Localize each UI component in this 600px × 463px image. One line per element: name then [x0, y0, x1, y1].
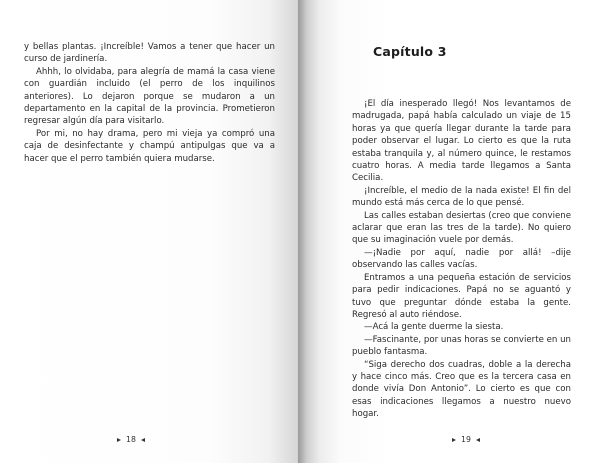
paragraph: y bellas plantas. ¡Increíble! Vamos a tener que hacer un curso de jardinería. — [24, 42, 275, 65]
triangle-left-icon — [476, 438, 480, 442]
right-page-folio — [452, 435, 480, 444]
paragraph: Las calles estaban desiertas (creo que conviene aclarar que eran las tres de la tarde). No quiero que su imaginación vuele por demás. — [352, 210, 571, 246]
paragraph: Por mi, no hay drama, pero mi vieja ya compró una caja de desinfectante y champú antipulgas que va a hacer que el perro también quiera mudarse. — [24, 128, 275, 164]
paragraph: —Acá la gente duerme la siesta. — [364, 322, 504, 333]
paragraph: ¡Increíble, el medio de la nada existe! El fin del mundo está más cerca de lo que pensé. — [352, 185, 571, 209]
left-page-text — [24, 41, 275, 165]
left-page-folio — [117, 435, 145, 444]
page-number: 18 — [126, 435, 136, 444]
paragraph: ¡El día inesperado llegó! Nos levantamos de madrugada, papá había calculado un viaje de 15 horas ya que quería llegar durante la tarde para poder observar el lugar. Lo cierto es que la ruta estaba tranquila y, al número quince, le restamos cuatro horas. A media tarde llegamos a Santa Cecilia. — [352, 99, 571, 184]
right-page — [298, 0, 600, 463]
left-page — [0, 0, 298, 463]
right-page-text — [352, 98, 571, 421]
triangle-right-icon — [452, 438, 456, 442]
page-number: 19 — [461, 435, 471, 444]
triangle-right-icon — [117, 438, 121, 442]
paragraph: Ahhh, lo olvidaba, para alegría de mamá la casa viene con guardián incluido (el perro de los inquilinos anteriores). Lo dejaron porque se mudaron a un departamento en la capital de la provincia. Prometieron regresar algún día para visitarlo. — [24, 66, 275, 127]
paragraph: “Siga derecho dos cuadras, doble a la derecha y hace cinco más. Creo que es la tercera casa en donde vivía Don Antonio”. Lo cierto es que con esas indicaciones llegamos a nuestro nuevo hogar. — [352, 359, 571, 420]
paragraph: —Fascinante, por unas horas se convierte en un pueblo fantasma. — [352, 334, 571, 358]
paragraph: Entramos a una pequeña estación de servicios para pedir indicaciones. Papá no se aguantó y tuvo que preguntar dónde estaba la gente. Regresó al auto riéndose. — [352, 272, 571, 320]
chapter-title: Capítulo 3 — [373, 44, 447, 59]
triangle-left-icon — [141, 438, 145, 442]
paragraph: —¡Nadie por aquí, nadie por allá! –dije observando las calles vacías. — [352, 247, 571, 271]
